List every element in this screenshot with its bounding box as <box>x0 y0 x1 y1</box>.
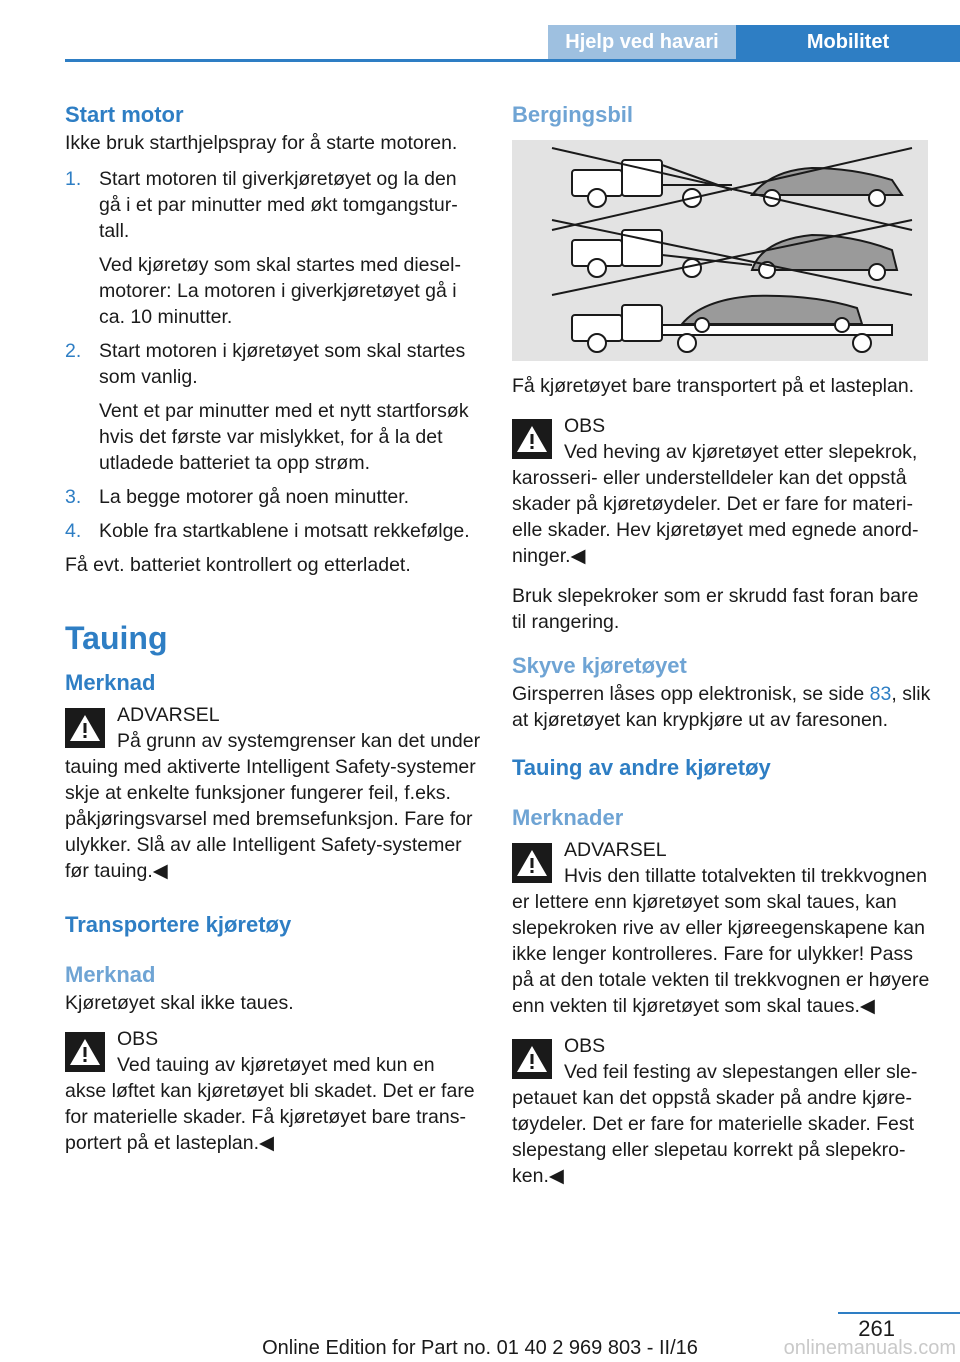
bergingsbil-text: Bruk slepekroker som er skrudd fast foran bare til rangering. <box>512 585 919 633</box>
transport-notice <box>65 1026 481 1156</box>
transport-text: Kjøretøyet skal ikke taues. <box>65 992 294 1014</box>
step-number: 3. <box>65 486 82 508</box>
warning-triangle-icon <box>512 1039 552 1079</box>
notice-label: OBS <box>117 1028 159 1050</box>
start-motor-steps <box>65 166 481 544</box>
transport-merknad-heading: Merknad <box>65 962 156 987</box>
warning-triangle-icon <box>65 708 105 748</box>
step-item <box>65 518 481 544</box>
page-header <box>65 0 960 63</box>
andre-warning <box>512 837 932 1019</box>
step-item <box>65 484 481 510</box>
warning-label: ADVARSEL <box>117 704 220 726</box>
andre-merknader-heading: Merknader <box>512 805 624 830</box>
start-motor-outro: Få evt. batteriet kontrollert og etterladet. <box>65 554 411 576</box>
warning-triangle-icon <box>65 1032 105 1072</box>
notice-text: Ved feil festing av slepestangen eller slepetauet kan det oppstå skader på andre kjøretøydeler. Det er fare for materielle skader. Fest slepestang eller slepetau korrekt på slepekroken.◀ <box>512 1061 918 1187</box>
notice-text: Ved tauing av kjøretøyet med kun en akse løftet kan kjøretøyet bli skadet. Det er fare for materielle skader. Få kjøretøyet bare transportert på et lasteplan.◀ <box>65 1054 475 1154</box>
step-number: 1. <box>65 168 82 190</box>
tow-truck-drawing <box>512 140 928 361</box>
notice-text: Ved heving av kjøretøyet etter slepekrok, karosseri- eller understelldeler kan det oppstå skader på kjøretøydeler. Det er fare for materielle skader. Hev kjøretøyet med egnede anordninger.◀ <box>512 441 919 567</box>
transport-heading: Transportere kjøretøy <box>65 912 292 937</box>
tauing-merknad-heading: Merknad <box>65 670 156 695</box>
footer-rule <box>838 1312 960 1314</box>
warning-text: På grunn av systemgrenser kan det under tauing med aktiverte Intelligent Safety-systemer skje at enkelte funksjoner fungerer feil, f.eks. påkjøringsvarsel med bremsefunksjon. Fare for ulykker. Slå av alle Intelligent Safety-systemer før tauing.◀ <box>65 730 481 882</box>
step-item <box>65 338 481 476</box>
tauing-heading: Tauing <box>65 620 168 656</box>
skyve-text-after: , slik at kjøretøyet kan krypkjøre ut av faresonen. <box>512 683 931 731</box>
step-text: Start motoren i kjøretøyet som skal startes som vanlig. <box>99 340 466 388</box>
warning-triangle-icon <box>512 419 552 459</box>
watermark: onlinemanuals.com <box>783 1337 956 1359</box>
left-column <box>65 100 481 1170</box>
start-motor-heading: Start motor <box>65 102 184 127</box>
warning-text: Hvis den tillatte totalvekten til trekkvognen er lettere enn kjøretøyet som skal taues, kan slepekroken rive av eller kjøreegenskapene kan ikke lenger kontrolleres. Fare for ulykker! Pass på at den totale vekten til trekkvognen er høyere enn vekten til kjøretøyet som skal taues.◀ <box>512 865 930 1017</box>
step-number: 4. <box>65 520 82 542</box>
skyve-text <box>512 681 932 733</box>
warning-triangle-icon <box>512 843 552 883</box>
step-text: La begge motorer gå noen minutter. <box>99 486 410 508</box>
tow-truck-illustration <box>512 140 928 361</box>
skyve-heading: Skyve kjøretøyet <box>512 653 687 678</box>
page-number: 261 <box>858 1316 895 1341</box>
start-motor-intro: Ikke bruk starthjelpspray for å starte motoren. <box>65 132 458 154</box>
notice-label: OBS <box>564 1035 606 1057</box>
andre-notice <box>512 1033 932 1189</box>
step-extra: Vent et par minutter med et nytt startforsøk hvis det første var mislykket, for å la det utladede batteriet ta opp strøm. <box>99 400 469 474</box>
tauing-warning <box>65 702 481 884</box>
header-section-tab[interactable]: Hjelp ved havari <box>548 25 736 59</box>
bergingsbil-caption: Få kjøretøyet bare transportert på et lasteplan. <box>512 375 915 397</box>
step-text: Koble fra startkablene i motsatt rekkefølge. <box>99 520 470 542</box>
bergingsbil-heading: Bergingsbil <box>512 102 634 127</box>
page-footer <box>0 1312 960 1362</box>
step-extra: Ved kjøretøy som skal startes med dieselmotorer: La motoren i giverkjøretøyet gå i ca. 10 minutter. <box>99 254 461 328</box>
warning-label: ADVARSEL <box>564 839 667 861</box>
step-item <box>65 166 481 330</box>
skyve-text-before: Girsperren låses opp elektronisk, se side <box>512 683 870 705</box>
page-reference-link[interactable]: 83 <box>869 683 892 705</box>
step-number: 2. <box>65 340 82 362</box>
edition-note: Online Edition for Part no. 01 40 2 969 803 - II/16 <box>262 1337 698 1359</box>
right-column <box>512 100 932 1203</box>
notice-label: OBS <box>564 415 606 437</box>
header-chapter-tab[interactable]: Mobilitet <box>736 25 960 59</box>
andre-heading: Tauing av andre kjøretøy <box>512 755 771 780</box>
header-rule <box>65 59 960 62</box>
step-text: Start motoren til giverkjøretøyet og la den gå i et par minutter med økt tomgangsturtall. <box>99 168 458 242</box>
bergingsbil-notice <box>512 413 932 569</box>
